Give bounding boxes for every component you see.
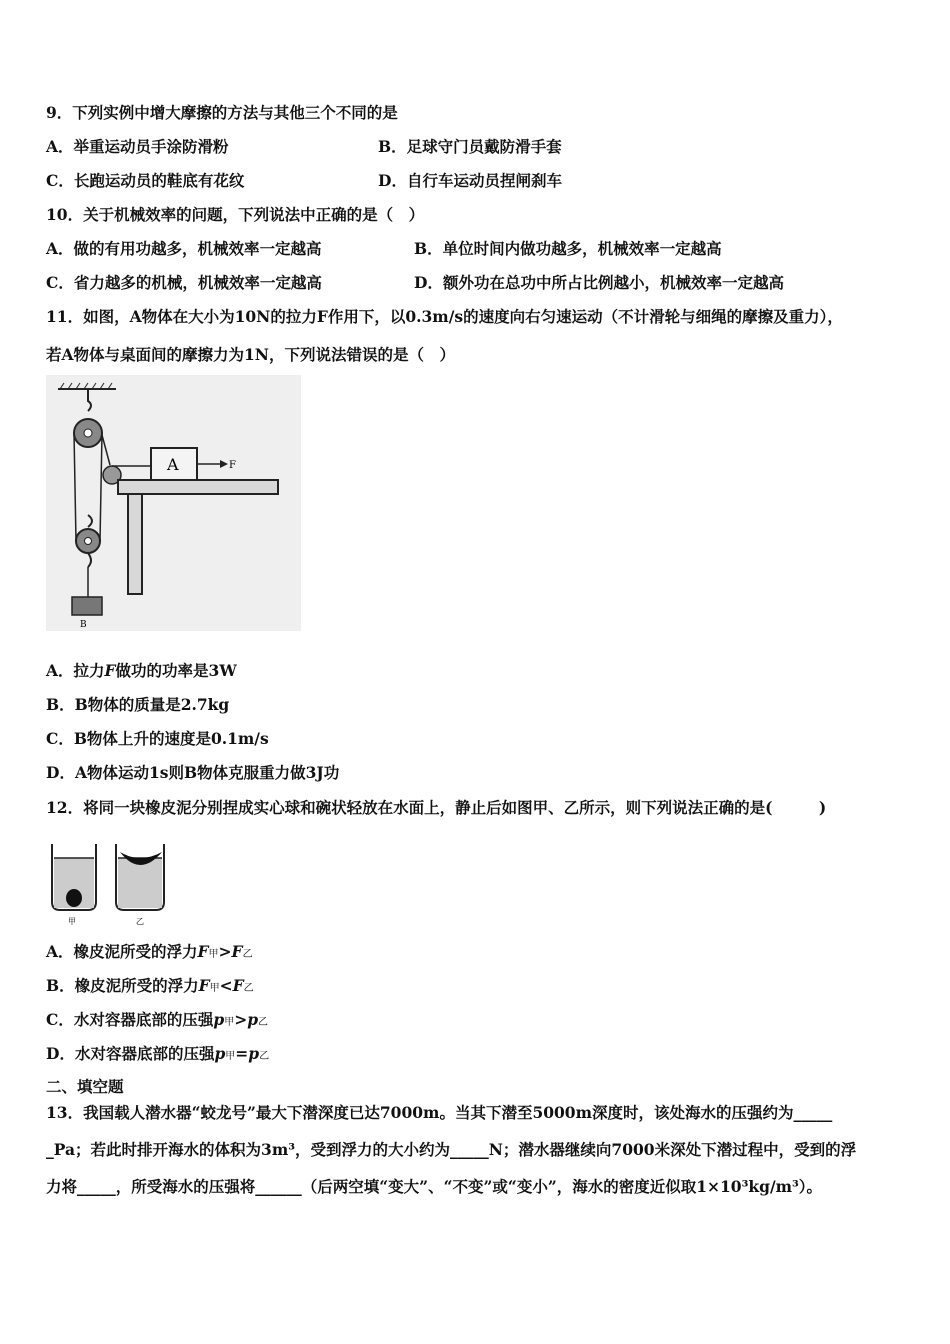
q11-option-c: C．B物体上升的速度是0.1m/s [46,729,269,748]
q10-stem: 10．关于机械效率的问题，下列说法中正确的是（ ） [46,205,425,224]
beakers-figure [46,838,176,928]
q13-line2: _Pa；若此时排开海水的体积为3m³，受到浮力的大小约为_____N；潜水器继续向7000米深处下潜过程中，受到的浮 [46,1140,857,1159]
q9-option-a: A．举重运动员手涂防滑粉 [46,137,229,156]
q11-option-d: D．A物体运动1s则B物体克服重力做3J功 [46,763,340,782]
block-a-label: A [167,455,179,474]
q10-option-b: B．单位时间内做功越多，机械效率一定越高 [414,239,722,258]
block-b-label: B [80,620,87,630]
q12-option-d: D．水对容器底部的压强p甲=p乙 [46,1044,270,1063]
q10-option-c: C．省力越多的机械，机械效率一定越高 [46,273,322,292]
q9-option-b: B．足球守门员戴防滑手套 [378,137,562,156]
q11-stem-line1: 11．如图，A物体在大小为10N的拉力F作用下，以0.3m/s的速度向右匀速运动（不计滑轮与细绳的摩擦及重力）， [46,307,843,326]
q11-stem-line2: 若A物体与桌面间的摩擦力为1N，下列说法错误的是（ ） [46,345,455,364]
beaker-yi-label: 乙 [136,917,144,926]
beaker-jia-label: 甲 [68,917,76,926]
q9-option-d: D．自行车运动员捏闸刹车 [378,171,562,190]
q13-line1: 13．我国载人潜水器“蛟龙号”最大下潜深度已达7000m。当其下潜至5000m深度时，该处海水的压强约为_____ [46,1103,833,1122]
force-f-label: F [229,460,236,471]
q11-option-b: B．B物体的质量是2.7kg [46,695,230,714]
pulley-figure [46,375,301,631]
q11-option-a: A．拉力F做功的功率是3W [46,661,237,680]
q9-stem: 9．下列实例中增大摩擦的方法与其他三个不同的是 [46,103,398,122]
q10-option-d: D．额外功在总功中所占比例越小，机械效率一定越高 [414,273,784,292]
section-title: 二、填空题 [46,1077,124,1096]
q9-option-c: C．长跑运动员的鞋底有花纹 [46,171,245,190]
q13-line3: 力将_____，所受海水的压强将______（后两空填“变大”、“不变”或“变小”，海水的密度近似取1×10³kg/m³）。 [46,1177,823,1196]
q12-option-c: C．水对容器底部的压强p甲>p乙 [46,1010,269,1029]
q10-option-a: A．做的有用功越多，机械效率一定越高 [46,239,322,258]
q12-option-b: B．橡皮泥所受的浮力F甲<F乙 [46,976,254,995]
q12-stem: 12．将同一块橡皮泥分别捏成实心球和碗状轻放在水面上，静止后如图甲、乙所示，则下列说法正确的是( ) [46,798,827,817]
q12-option-a: A．橡皮泥所受的浮力F甲>F乙 [46,942,253,961]
